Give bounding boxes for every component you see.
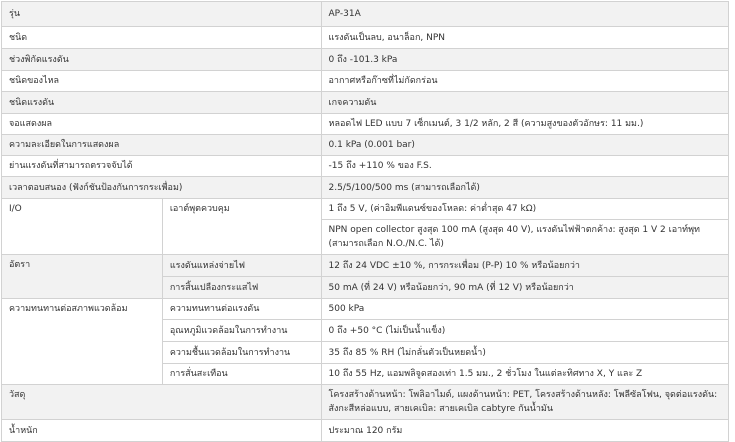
spec-label: I/O bbox=[2, 199, 163, 255]
spec-row-weight bbox=[2, 420, 729, 442]
spec-sublabel: แรงดันแหล่งจ่ายไฟ bbox=[162, 255, 321, 277]
spec-row-material bbox=[2, 385, 729, 420]
spec-label: วัสดุ bbox=[2, 385, 322, 420]
spec-sublabel: การสั่นสะเทือน bbox=[162, 364, 321, 385]
spec-label: ชนิดของไหล bbox=[2, 71, 322, 92]
spec-row-io bbox=[2, 199, 729, 220]
spec-table bbox=[1, 1, 729, 442]
spec-label: อัตรา bbox=[2, 255, 163, 299]
spec-value: 0 ถึง -101.3 kPa bbox=[321, 49, 728, 71]
spec-value: -15 ถึง +110 % ของ F.S. bbox=[321, 156, 728, 177]
spec-value: 0 ถึง +50 °C (ไม่เป็นน้ำแข็ง) bbox=[321, 320, 728, 342]
spec-label: ช่วงพิกัดแรงดัน bbox=[2, 49, 322, 71]
spec-value: 10 ถึง 55 Hz, แอมพลิจูดสองเท่า 1.5 มม., 2 ชั่วโมง ในแต่ละทิศทาง X, Y และ Z bbox=[321, 364, 728, 385]
spec-row-range bbox=[2, 49, 729, 71]
spec-sublabel: อุณหภูมิแวดล้อมในการทำงาน bbox=[162, 320, 321, 342]
spec-value: โครงสร้างด้านหน้า: โพลิอาไมด์, แผงด้านหน้า: PET, โครงสร้างด้านหลัง: โพลีซัลโฟน, จุดต่อแรงดัน: สังกะสีหล่อแบบ, สายเคเบิล: สายเคเบิล cabtyre กันน้ำมัน bbox=[321, 385, 728, 420]
spec-value: AP-31A bbox=[321, 2, 728, 27]
spec-value: 12 ถึง 24 VDC ±10 %, การกระเพื่อม (P-P) 10 % หรือน้อยกว่า bbox=[321, 255, 728, 277]
spec-row-model bbox=[2, 2, 729, 27]
spec-row-rating-supply bbox=[2, 255, 729, 277]
spec-label: รุ่น bbox=[2, 2, 322, 27]
spec-value: 50 mA (ที่ 24 V) หรือน้อยกว่า, 90 mA (ที่ 12 V) หรือน้อยกว่า bbox=[321, 277, 728, 299]
spec-label: ชนิด bbox=[2, 27, 322, 49]
spec-label: จอแสดงผล bbox=[2, 114, 322, 135]
spec-value: หลอดไฟ LED แบบ 7 เซ็กเมนต์, 3 1/2 หลัก, 2 สี (ความสูงของตัวอักษร: 11 มม.) bbox=[321, 114, 728, 135]
spec-value: 2.5/5/100/500 ms (สามารถเลือกได้) bbox=[321, 177, 728, 199]
spec-label: ชนิดแรงดัน bbox=[2, 92, 322, 114]
spec-value: แรงดันเป็นลบ, อนาล็อก, NPN bbox=[321, 27, 728, 49]
spec-value: NPN open collector สูงสุด 100 mA (สูงสุด 40 V), แรงดันไฟฟ้าตกค้าง: สูงสุด 1 V 2 เอาท์พุท (สามารถเลือก N.O./N.C. ได้) bbox=[321, 220, 728, 255]
spec-value: 500 kPa bbox=[321, 299, 728, 320]
spec-sublabel: เอาต์พุตควบคุม bbox=[162, 199, 321, 255]
spec-value: อากาศหรือก๊าซที่ไม่กัดกร่อน bbox=[321, 71, 728, 92]
spec-row-type bbox=[2, 27, 729, 49]
spec-row-fluid bbox=[2, 71, 729, 92]
spec-label: น้ำหนัก bbox=[2, 420, 322, 442]
spec-row-pressure-type bbox=[2, 92, 729, 114]
spec-label: ความทนทานต่อสภาพแวดล้อม bbox=[2, 299, 163, 385]
spec-sublabel: ความทนทานต่อแรงดัน bbox=[162, 299, 321, 320]
spec-row-resolution bbox=[2, 135, 729, 156]
spec-label: เวลาตอบสนอง (ฟังก์ชันป้องกันการกระเพื่อม) bbox=[2, 177, 322, 199]
spec-sublabel: การสิ้นเปลืองกระแสไฟ bbox=[162, 277, 321, 299]
spec-value: เกจความดัน bbox=[321, 92, 728, 114]
spec-row-env-pressure bbox=[2, 299, 729, 320]
spec-value: 0.1 kPa (0.001 bar) bbox=[321, 135, 728, 156]
spec-label: ความละเอียดในการแสดงผล bbox=[2, 135, 322, 156]
spec-row-detect-range bbox=[2, 156, 729, 177]
spec-row-display bbox=[2, 114, 729, 135]
spec-value: ประมาณ 120 กรัม bbox=[321, 420, 728, 442]
spec-sublabel: ความชื้นแวดล้อมในการทำงาน bbox=[162, 342, 321, 364]
spec-label: ย่านแรงดันที่สามารถตรวจจับได้ bbox=[2, 156, 322, 177]
spec-row-response bbox=[2, 177, 729, 199]
spec-value: 1 ถึง 5 V, (ค่าอิมพีแดนซ์ของโหลด: ค่าต่ำสุด 47 kΩ) bbox=[321, 199, 728, 220]
spec-value: 35 ถึง 85 % RH (ไม่กลั่นตัวเป็นหยดน้ำ) bbox=[321, 342, 728, 364]
